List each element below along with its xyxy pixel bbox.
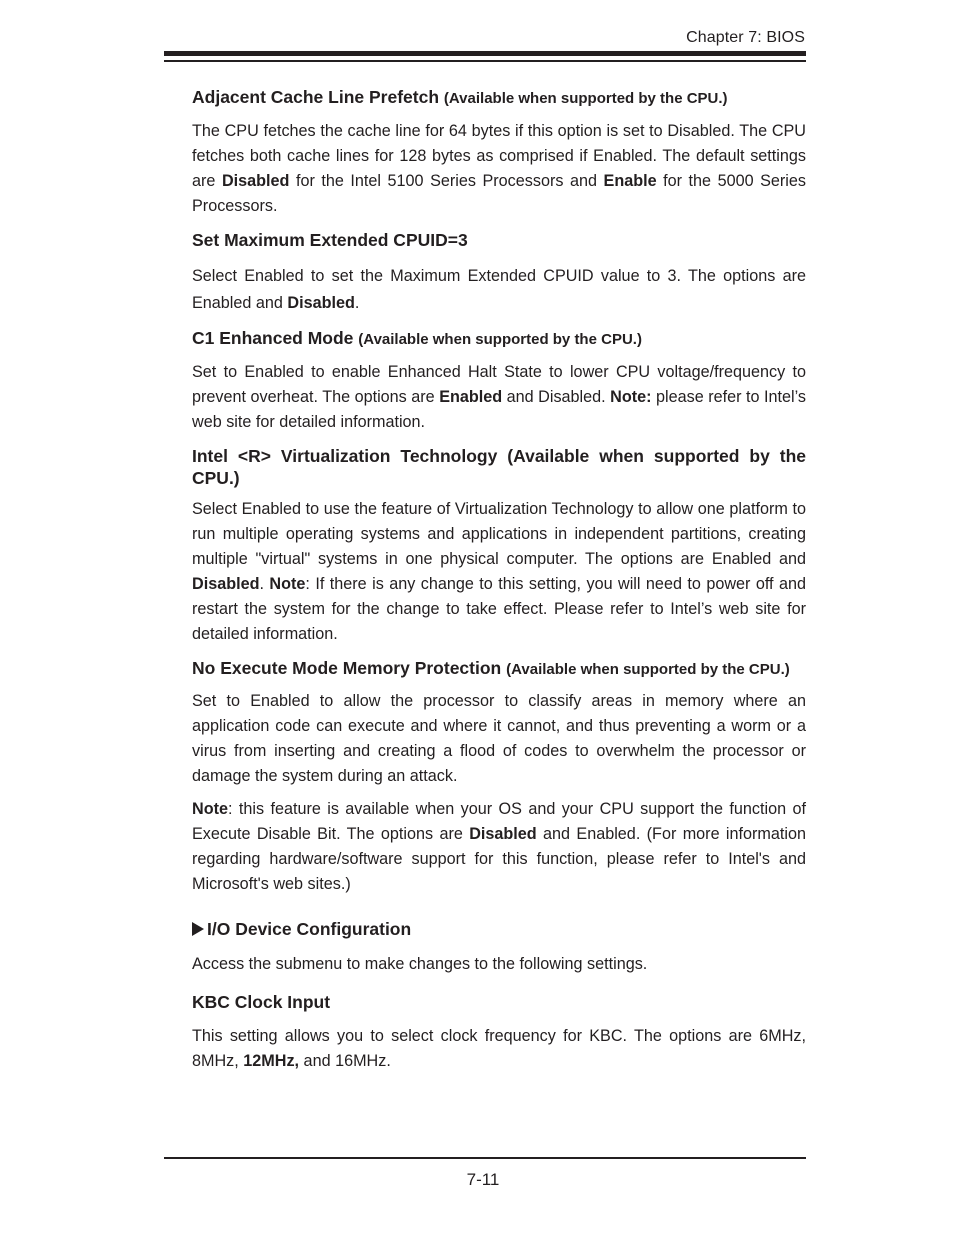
heading-no-execute-avail: (Available when supported by the CPU.) xyxy=(506,661,790,678)
heading-adjacent-cache-avail: (Available when supported by the CPU.) xyxy=(443,90,728,107)
heading-c1e-avail: (Available when supported by the CPU.) xyxy=(358,331,642,348)
paragraph-kbc-clock: This setting allows you to select clock frequency for KBC. The options are 6MHz, 8MHz, 12MHz, and 16MHz. xyxy=(192,1027,806,1070)
heading-c1e-title: C1 Enhanced Mode xyxy=(192,328,354,348)
paragraph-no-execute-note: Note: this feature is available when your OS and your CPU support the function of Execute Disable Bit. The options are Disabled and Enabled. (For more information regarding hardware/software support for this function, please refer to Intel's and Microsoft's web sites.) xyxy=(192,800,807,893)
heading-io-device: I/O Device Configuration xyxy=(192,918,806,940)
heading-adjacent-cache-title: Adjacent Cache Line Prefetch xyxy=(192,87,440,107)
heading-no-execute xyxy=(192,657,806,681)
page-content xyxy=(192,86,806,1074)
heading-adjacent-cache xyxy=(192,86,806,110)
paragraph-c1e: Set to Enabled to enable Enhanced Halt State to lower CPU voltage/frequency to prevent overheat. The options are Enabled and Disabled. Note: please refer to Intel’s web site for detailed information. xyxy=(192,363,807,431)
heading-cpuid: Set Maximum Extended CPUID=3 xyxy=(192,230,468,250)
heading-virtualization: Intel <R> Virtualization Technology (Available when supported by the CPU.) xyxy=(192,446,806,488)
submenu-arrow-icon xyxy=(192,922,204,936)
paragraph-cpuid: Select Enabled to set the Maximum Extended CPUID value to 3. The options are Enabled and Disabled. xyxy=(192,267,806,312)
header-rule-thick xyxy=(164,51,806,56)
header-rule-thin xyxy=(164,60,806,62)
footer-rule xyxy=(164,1157,806,1159)
heading-kbc-clock: KBC Clock Input xyxy=(192,992,331,1012)
chapter-header: Chapter 7: BIOS xyxy=(686,29,805,46)
heading-no-execute-title: No Execute Mode Memory Protection xyxy=(192,658,502,678)
page-number: 7-11 xyxy=(466,1170,500,1189)
paragraph-adjacent-cache: The CPU fetches the cache line for 64 bytes if this option is set to Disabled. The CPU fetches both cache lines for 128 bytes as comprised if Enabled. The default settings are Disabled for the Intel 5100 Series Processors and Enable for the 5000 Series Processors. xyxy=(192,122,806,215)
paragraph-no-execute: Set to Enabled to allow the processor to classify areas in memory where an application code can execute and where it cannot, and thus preventing a worm or a virus from inserting and creating a flood of codes to overwhelm the processor or damage the system during an attack. xyxy=(192,692,806,785)
paragraph-io-device: Access the submenu to make changes to the following settings. xyxy=(192,955,648,973)
heading-c1e xyxy=(192,327,806,351)
paragraph-virtualization: Select Enabled to use the feature of Virtualization Technology to allow one platform to run multiple operating systems and applications in independent partitions, creating multiple "virtual" systems in one physical computer. The options are Enabled and Disabled. Note: If there is any change to this setting, you will need to power off and restart the system for the change to take effect. Please refer to Intel’s web site for detailed information. xyxy=(192,500,806,643)
